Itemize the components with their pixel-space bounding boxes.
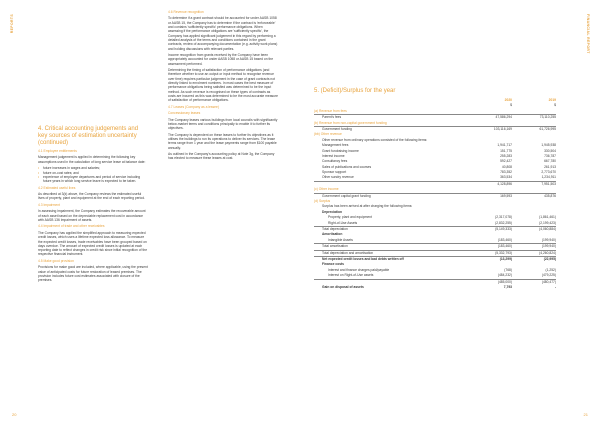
currency-2020: $ (510, 103, 512, 108)
para-4-7-b: The Company is dependent on these leases to further its objectives as it utilises the buildings to run its operations to deliver its services. The lease terms range from 1 year and the lease payments range from $100 payable annually. (168, 132, 277, 150)
other-revenue-intro: Other revenue from ordinary operations consisted of the following items: (322, 137, 428, 142)
heading-4-6: 4.6 Revenue recognition (168, 10, 204, 14)
bullet-item: • experience of employee departures and period of service including future years in which long service leave is expected to be taken. (38, 175, 148, 184)
amortisation-heading: Amortisation (322, 232, 343, 237)
depreciation-heading: Depreciation (322, 209, 342, 214)
table-total-row: Total depreciation and amortisation (5,332,793) (4,260,824) (314, 250, 556, 256)
heading-4-7: 4.7 Leases (Company as a lessee) (168, 104, 219, 109)
table-row: Sponsor support 783,352 2,773,670 (322, 170, 556, 175)
heading-4-3: 4.3 Impairment (38, 202, 60, 207)
side-tab-reports: REPORTS (10, 14, 14, 34)
table-row: Gain on disposal of assets 7,793 - (322, 284, 556, 289)
para-4-1: Management judgement is applied in determining the following key assumptions used in the calculation of long service leave at balance date: (38, 155, 146, 164)
currency-2019: $ (554, 103, 556, 108)
finance-rows (314, 268, 556, 279)
table-row: Sales of publications and courses 40,808 261,913 (322, 164, 556, 169)
surplus-table (314, 98, 556, 290)
bullet-item: • future increases in wages and salaries; (38, 166, 148, 170)
para-4-4: The Company has applied the simplified approach to measuring expected credit losses, which uses a lifetime expected loss allowance. To measure the expected credit losses, trade receivables have been grouped based on days overdue. The amount of expected credit losses is updated at each reporting date to reflect changes in credit risk since initial recognition of the respective financial instrument. (38, 230, 148, 257)
table-row: Government funding 103,116,169 61,726,995 (314, 126, 556, 132)
page-number-left: 20 (12, 412, 17, 417)
table-row: Management fees 1,941,717 1,945,938 (322, 143, 556, 148)
para-4-7-c: As outlined in the Company's accounting policy at Note 3g, the Company has elected to measure these leases at cost. (168, 152, 275, 161)
table-total-row: Total amortisation (183,460) (199,940) (314, 243, 556, 249)
left-column (38, 126, 148, 285)
section-bb-label: (bb) Other revenue (314, 132, 342, 137)
table-row: Grant fundraising income 151,775 330,504 (322, 148, 556, 153)
side-tab-financial-report: FINANCIAL REPORT (586, 14, 590, 54)
table-total-row: 4,128,896 7,951,503 (314, 181, 556, 187)
table-row: Interest on Right-of-Use assets (484,232) (479,225) (328, 273, 556, 278)
page-number-right: 21 (583, 412, 588, 417)
heading-4-5: 4.5 Make good provision (38, 258, 74, 263)
table-row: Government capital grant funding 169,593 435,876 (314, 193, 556, 199)
heading-4-4: 4.4 Impairment of trade and other receivables (38, 224, 105, 229)
subheading-concessionary-leases: Concessionary leases (168, 111, 201, 116)
finance-costs-heading: Finance costs (322, 262, 344, 267)
table-row: Intangible Assets (183,460) (199,940) (328, 237, 556, 242)
section-c-label: (c) Other income (314, 187, 339, 192)
year-2019: 2019 (548, 98, 556, 102)
surplus-intro: Surplus has been arrived at after charging the following items: (322, 204, 413, 209)
para-4-6-b: Income recognition from grants received by the Company have been appropriately accounted for under AASB 1058 or AASB 15 based on the assessment performed. (168, 53, 274, 66)
section-a-label: (a) Revenue from fees (314, 108, 347, 113)
other-revenue-rows (314, 143, 556, 181)
para-4-3: In assessing impairment, the Company estimates the recoverable amount of each asset based on the depreciable replacement cost in accordance with AASB 136 Impairment of assets. (38, 209, 146, 222)
para-4-2: As described at 3(k) above, the Company reviews the estimated useful lives of property, plant and equipment at the end of each reporting period. (38, 192, 145, 201)
table-row: Interest and finance charges paid/payable (768) (1,252) (328, 267, 556, 272)
table-row: Property, plant and equipment (2,317,078) (1,861,461) (328, 215, 556, 220)
table-row: Net expected credit losses and bad debts written off (13,299) (22,995) (314, 256, 556, 262)
section-d-label: (d) Surplus (314, 199, 331, 204)
table-row: Parent's fees 47,586,294 73,110,255 (314, 114, 556, 120)
para-4-6-a: To determine if a grant contract should be accounted for under AASB 1058 or AASB 15, the Company has to determine if the contract is 'enforceable' and contains 'sufficiently specific' performance obligations. When assessing if the performance obligations are 'sufficiently specific', the Company has applied significant judgement in this regard by performing a detailed analysis of the terms and conditions contained in the grant contracts, review of accompanying documentation (e.g. activity work plans) and holding discussions with relevant parties. (168, 16, 278, 51)
para-4-5: Provisions for make good are included, where applicable, using the present value of anticipated costs for future restoration of leased premises. The provision includes future cost estimates associated with closure of the premises. (38, 265, 148, 283)
depreciation-rows (314, 215, 556, 226)
heading-4-1: 4.1 Employee entitlements (38, 149, 77, 153)
section-5-title: 5. (Deficit)/Surplus for the year (314, 88, 396, 94)
bullet-item: • future on-cost rates; and (38, 171, 148, 175)
middle-column (168, 10, 278, 163)
table-row: Right-of-Use Assets (2,832,255) (2,199,423) (328, 220, 556, 225)
para-4-6-c: Determining the timing of satisfaction of performance obligations (and therefore whether to use an output or input method to recognise revenue over time) requires particular judgement in the case of grant contracts not directly linked to enrolment numbers. In most cases the best measure of performance obligations being satisfied was determined to be the input method. As such revenue is recognised on these types of contracts as costs are incurred as this was determined to be the most accurate measure of satisfaction of performance obligations. (168, 68, 278, 103)
section-b-label: (b) Revenue from non-capital government funding (314, 120, 387, 125)
table-total-row: Total depreciation (5,149,333) (4,060,884) (314, 226, 556, 232)
table-row: Consultancy fees 592,427 667,780 (322, 159, 556, 164)
section-4-heading: 4. Critical accounting judgements and key sources of estimation uncertainty (continued) (38, 126, 139, 146)
para-4-7-a: The Company leases various buildings from local councils with significantly below-market terms and conditions principally to enable it to further its objectives. (168, 117, 278, 131)
year-2020: 2020 (504, 98, 512, 102)
table-row: Other sundry revenue 363,534 1,234,911 (322, 175, 556, 180)
bullet-list (38, 166, 148, 183)
table-row: Interest income 255,283 736,787 (322, 153, 556, 158)
table-total-row: (485,000) (480,477) (314, 279, 556, 285)
heading-4-2: 4.2 Estimated useful lives (38, 185, 76, 190)
